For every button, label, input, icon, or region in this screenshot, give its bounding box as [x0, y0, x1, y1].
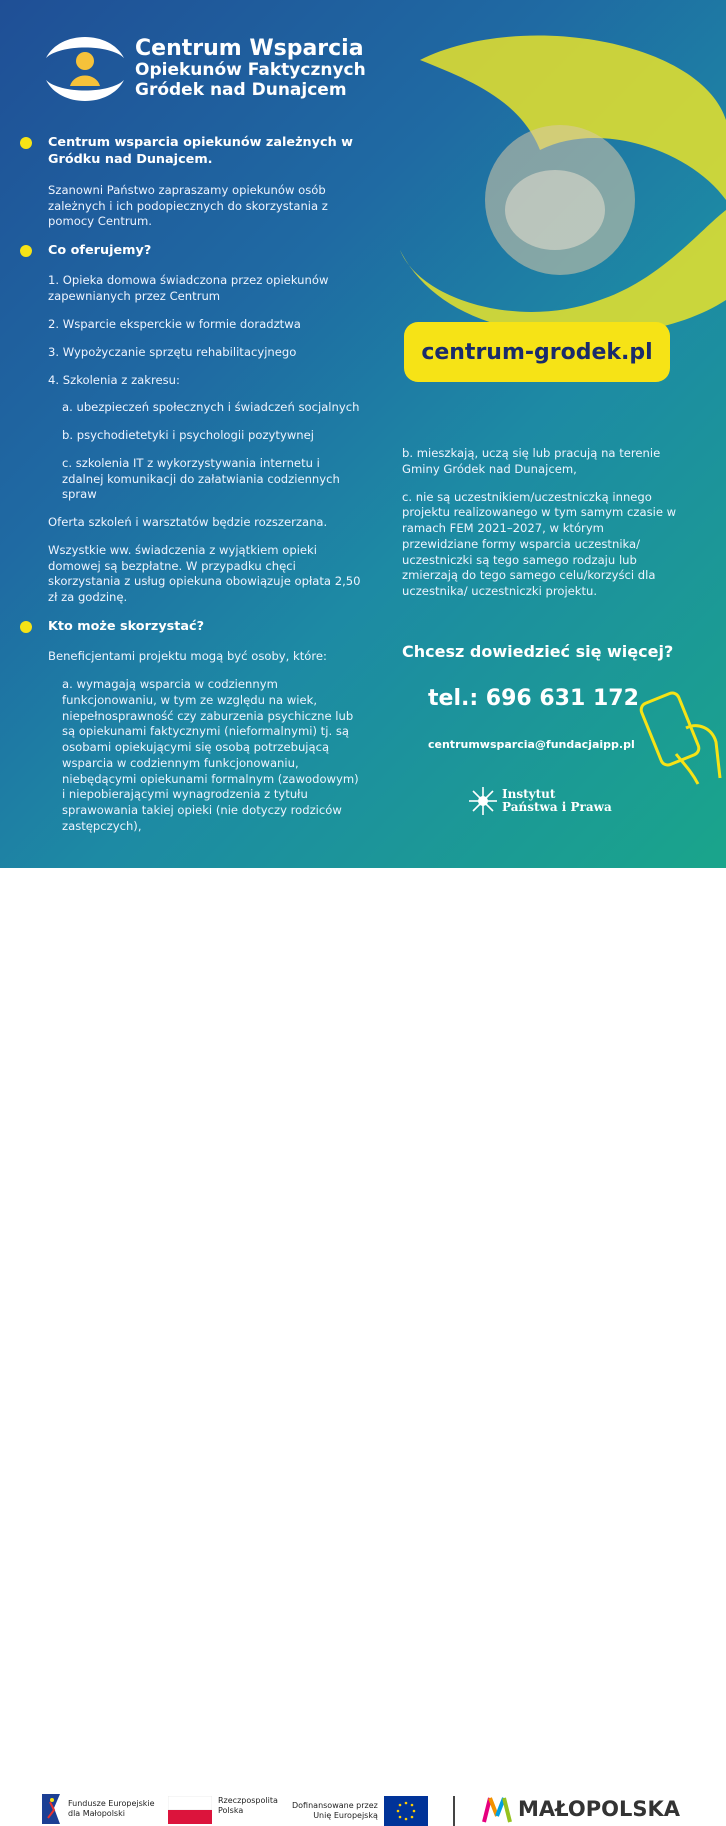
pricing-note: Wszystkie ww. świadczenia z wyjątkiem opieki domowej są bezpłatne. W przypadku chęci skorzystania z usług opiekuna obowiązuje opłata 2,50 zł za godzinę. [48, 542, 361, 605]
training-item-a: a. ubezpieczeń społecznych i świadczeń socjalnych [62, 400, 360, 415]
malopolska-wordmark: MAŁOPOLSKA [518, 1797, 681, 1822]
fe-line-2: dla Małopolski [68, 1809, 125, 1818]
bullet-dot-icon [20, 621, 32, 633]
bullet-dot-icon [20, 245, 32, 257]
eligibility-item-b: b. mieszkają, uczą się lub pracują na terenie Gminy Gródek nad Dunajcem, [402, 446, 661, 476]
left-column [20, 134, 365, 847]
offer-item-4: 4. Szkolenia z zakresu: [48, 372, 180, 387]
eu-line-2: Unię Europejską [313, 1811, 378, 1820]
sunburst-icon [468, 786, 498, 816]
offer-item-3: 3. Wypożyczanie sprzętu rehabilitacyjnego [48, 344, 297, 359]
footer-logos [0, 868, 726, 1822]
training-item-c: c. szkolenia IT z wykorzystywania internetu i zdalnej komunikacji do załatwiania codziennych spraw [62, 455, 340, 502]
training-item-b: b. psychodietetyki i psychologii pozytywnej [62, 428, 314, 443]
contact-heading: Chcesz dowiedzieć się więcej? [402, 642, 674, 661]
ipp-name-line-1: Instytut [502, 787, 556, 802]
rp-line-1: Rzeczpospolita [218, 1796, 278, 1805]
poster [0, 0, 726, 868]
eligibility-item-a: a. wymagają wsparcia w codziennym funkcjonowaniu, w tym ze względu na wiek, niepełnosprawność czy zaburzenia psychiczne lub są opiekunami faktycznymi (nieformalnymi) tj. są osobami opiekującymi się osobą potrzebującą wsparcia w codziennym funkcjonowaniu, niebędącymi opiekunami formalnym (zawodowym) i niepobierającymi wynagrodzenia z tytułu sprawowania takiej opieki (nie dotyczy rodziców zastępczych), [62, 677, 359, 833]
footer-divider [453, 1796, 455, 1826]
smartphone-hand-icon [636, 688, 726, 788]
brand-title [135, 36, 366, 100]
eu-flag-icon [384, 1796, 428, 1826]
offer-item-1: 1. Opieka domowa świadczona przez opiekunów zapewnianych przez Centrum [48, 273, 329, 304]
poland-flag-icon [168, 1796, 212, 1824]
offer-item-2: 2. Wsparcie eksperckie w formie doradztwa [48, 317, 301, 331]
fe-malopolska-logo [40, 1792, 155, 1826]
eu-line-1: Dofinansowane przez [292, 1801, 378, 1811]
ipp-logo [468, 786, 612, 816]
section-heading-offer: Co oferujemy? [20, 242, 365, 259]
rp-line-2: Polska [218, 1805, 244, 1815]
offer-extend-note: Oferta szkoleń i warsztatów będzie rozszerzana. [48, 515, 328, 530]
section-heading-eligibility: Kto może skorzystać? [20, 618, 365, 635]
phone-number[interactable]: tel.: 696 631 172 [428, 686, 639, 711]
section-heading-about: Centrum wsparcia opiekunów zależnych w Gródku nad Dunajcem. [20, 134, 365, 169]
beneficiaries-intro: Beneficjentami projektu mogą być osoby, które: [48, 649, 327, 664]
rp-logo [168, 1796, 278, 1824]
bullet-dot-icon [20, 137, 32, 149]
eu-cofinance-logo [292, 1796, 428, 1826]
eligibility-item-c: c. nie są uczestnikiem/uczestniczką innego projektu realizowanego w tym samym czasie w ramach FEM 2021–2027, w którym przewidziane formy wsparcia uczestnika/ uczestniczki są tego samego rodzaju lub zmierzają do tego samego celu/korzyści dla uczestnika/ uczestniczki projektu. [402, 489, 677, 599]
brand-line-2: Opiekunów Faktycznych [135, 60, 366, 81]
intro-text: Szanowni Państwo zapraszamy opiekunów osób zależnych i ich podopiecznych do skorzystania z pomocy Centrum. [48, 182, 328, 229]
hands-logo-icon [40, 28, 130, 110]
email-address[interactable]: centrumwsparcia@fundacjaipp.pl [428, 738, 635, 751]
malopolska-m-icon [482, 1796, 512, 1824]
website-link[interactable]: centrum-grodek.pl [404, 322, 670, 382]
brand-line-1: Centrum Wsparcia [135, 36, 364, 61]
eu-funds-icon [40, 1792, 62, 1826]
right-column [402, 446, 678, 612]
brand-line-3: Gródek nad Dunajcem [135, 79, 347, 100]
fe-line-1: Fundusze Europejskie [68, 1799, 155, 1809]
ipp-name-line-2: Państwa i Prawa [502, 800, 612, 814]
malopolska-logo [482, 1796, 680, 1824]
